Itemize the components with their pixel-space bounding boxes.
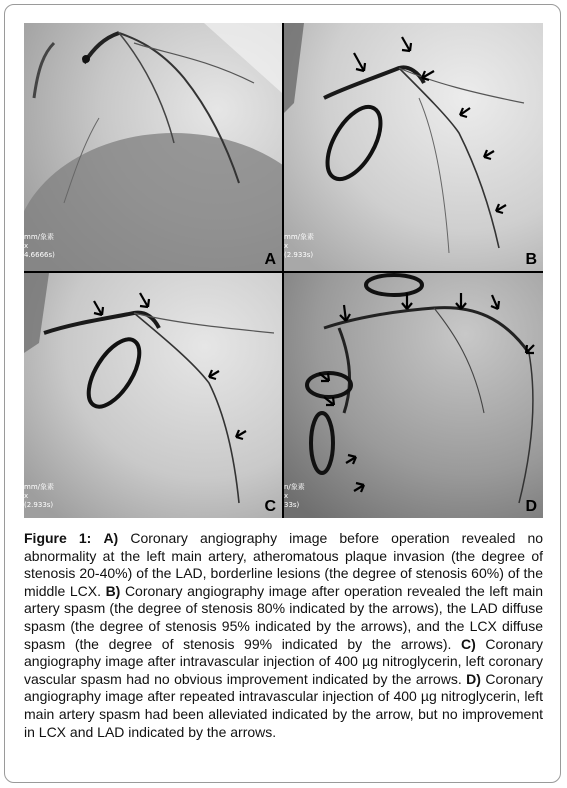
angiography-figure [24,23,543,518]
caption-b-label: B) [105,582,121,599]
panel-d-overlay: n/象素 x 33s) [284,483,305,509]
panel-d-image [284,273,543,518]
panel-a-image [24,23,282,271]
panel-c-label: C [264,498,276,515]
panel-a-overlay: mm/象素 x 4.6666s) [24,233,55,259]
panel-c [24,273,282,518]
panel-a [24,23,282,271]
panel-b-label: B [525,251,537,268]
panel-d-label: D [525,498,537,515]
panel-a-label: A [264,251,276,268]
panel-b [284,23,543,271]
panel-c-image [24,273,282,518]
panel-c-overlay: mm/象素 x (2.933s) [24,483,54,509]
figure-caption [24,530,543,741]
caption-b-text: Coronary angiography image after operation revealed the left main artery spasm (the degree of stenosis 80% indicated by the arrows), the LAD diffuse spasm (the degree of stenosis 95% indicated by the arrows), and the LCX diffuse spasm (the degree of stenosis 99% indicated by the arrows). [24,582,544,652]
caption-d-text: Coronary angiography image after repeated intravascular injection of 400 µg nitroglycerin, left main artery spasm had been alleviated indicated by the arrow, but no improvement in LCX and LAD indicated by the arrows. [24,670,543,740]
caption-d-label: D) [466,670,481,687]
panel-b-image [284,23,543,271]
panel-b-overlay: mm/象素 x (2.933s) [284,233,314,259]
caption-a-text: Coronary angiography image before operation revealed no abnormality at the left main artery, atheromatous plaque invasion (the degree of stenosis 20-40%) of the LAD, borderline lesions (the degree of stenosis 60%) of the middle LCX. [24,530,544,599]
panel-d [284,273,543,518]
caption-c-label: C) [461,635,476,652]
figure-label: Figure 1: [24,530,92,546]
caption-a-label: A) [103,530,119,546]
caption-c-text: Coronary angiography image after intravascular injection of 400 µg nitroglycerin, left coronary vascular spasm had no obvious improvement indicated by the arrows. [24,635,544,687]
